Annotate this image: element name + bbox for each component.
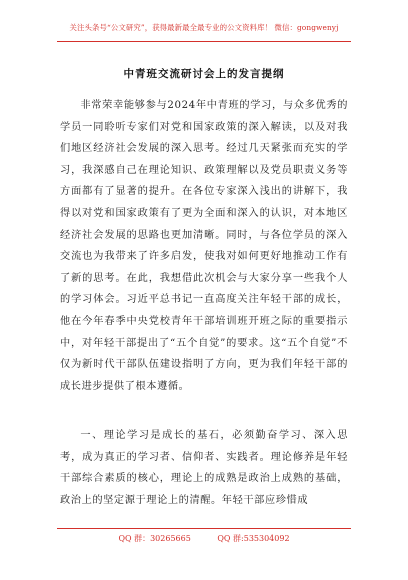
footer-qq-group-2: QQ 群:535304092: [217, 534, 290, 543]
document-title: 中青班交流研讨会上的发言提纲: [123, 68, 285, 80]
footer-divider: [57, 528, 351, 529]
footer-contacts: [0, 533, 408, 544]
body-paragraph-section-one: 一、理论学习是成长的基石，必须勤奋学习、深入思考，成为真正的学习者、信仰者、实践者。理论修养是年轻干部综合素质的核心，理论上的成熟是政治上成熟的基础，政治上的坚定源于理论上的清醒。年轻干部应珍惜成: [60, 430, 348, 506]
header-banner: 关注头条号“公文研究”，获得最新最全最专业的公文资料库！ 微信：gongwenyj: [69, 23, 339, 32]
body-paragraph-intro: 非常荣幸能够参与2024年中青班的学习，与众多优秀的学员一同聆听专家们对党和国家政策的深入解读，以及对我们地区经济社会发展的深入思考。经过几天紧张而充实的学习，我深感自己在理论知识、政策理解以及党员职责义务等方面都有了显著的提升。在各位专家深入浅出的讲解下，我得以对党和国家政策有了更为全面和深入的认识，对本地区经济社会发展的思路也更加清晰。同时，与各位学员的深入交流也为我带来了许多启发，使我对如何更好地推动工作有了新的思考。在此，我想借此次机会与大家分享一些我个人的学习体会。习近平总书记一直高度关注年轻干部的成长，他在今年春季中央党校青年干部培训班开班之际的重要指示中，对年轻干部提出了“五个自觉”的要求。这“五个自觉”不仅为新时代干部队伍建设指明了方向，更为我们年轻干部的成长进步提供了根本遵循。: [60, 100, 348, 392]
header-divider: [57, 41, 351, 42]
footer-qq-group-1: QQ 群：30265665: [118, 534, 191, 543]
